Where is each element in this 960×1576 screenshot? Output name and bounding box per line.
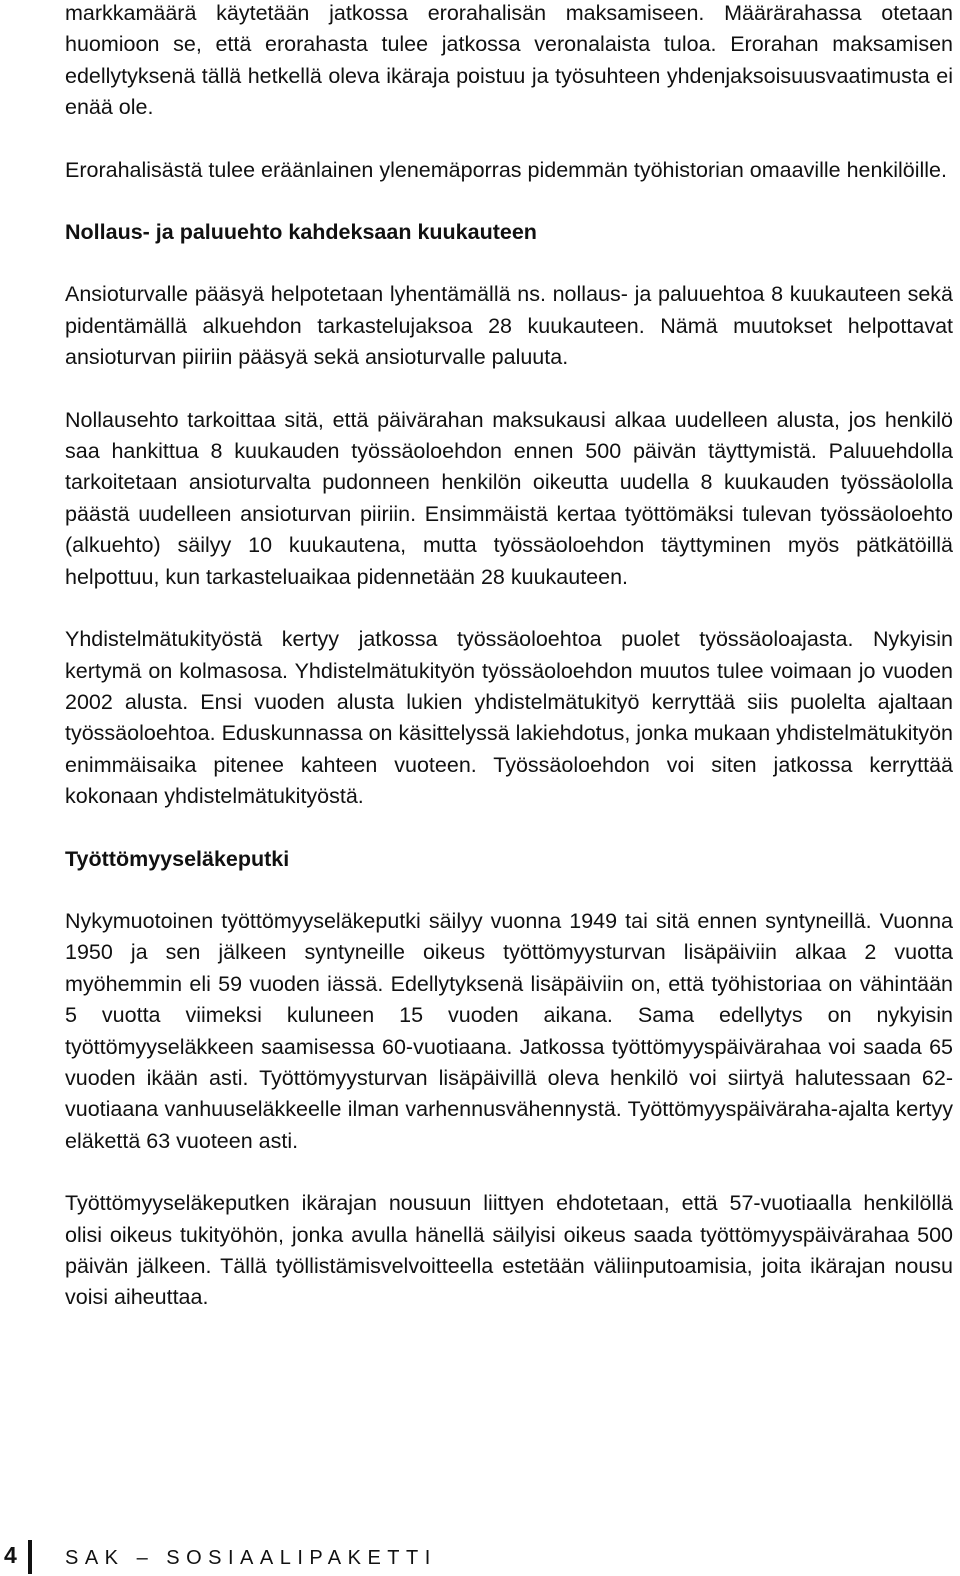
paragraph-yhdistelmatuki: Yhdistelmätukityöstä kertyy jatkossa työssäoloehtoa puolet työssäoloajasta. Nykyisin kertymä on kolmasosa. Yhdistelmätukityön työssäoloehdon muutos tulee voimaan jo vuoden 2002 alusta. Ensi vuoden alusta lukien yhdistelmätukityö kerryttää siis puolelta ajaltaan työssäoloehtoa. Eduskunnassa on käsittelyssä lakiehdotus, jonka mukaan yhdistelmätukityön enimmäisaika pitenee kahteen vuoteen. Työssäoloehdon voi siten jatkossa kerryttää kokonaan yhdistelmätukityöstä. (65, 627, 953, 809)
page-footer (0, 1540, 960, 1574)
running-title: SAK – SOSIAALIPAKETTI (65, 1547, 437, 1569)
footer-divider (28, 1540, 32, 1574)
heading-nollaus-paluuehto: Nollaus- ja paluuehto kahdeksaan kuukauteen (65, 220, 537, 245)
page-number: 4 (4, 1542, 17, 1568)
paragraph-ansioturva-paasy: Ansioturvalle pääsyä helpotetaan lyhentämällä ns. nollaus- ja paluuehtoa 8 kuukauteen sekä pidentämällä alkuehdon tarkastelujaksoa 28 kuukauteen. Nämä muutokset helpottavat ansioturvan piiriin pääsyä sekä ansioturvalle paluuta. (65, 282, 953, 370)
paragraph-elakeputki: Nykymuotoinen työttömyyseläkeputki säilyy vuonna 1949 tai sitä ennen syntyneillä. Vuonna 1950 ja sen jälkeen syntyneille oikeus työttömyysturvan lisäpäiviin alkaa 2 vuotta myöhemmin eli 59 vuoden iässä. Edellytyksenä lisäpäiviin on, että työhistoriaa on vähintään 5 vuotta viimeksi kuluneen 15 vuoden aikana. Sama edellytys on nykyisin työttömyyseläkkeen saamisessa 60-vuotiaana. Jatkossa työttömyyspäivärahaa voi saada 65 vuoden ikään asti. Työttömyysturvan lisäpäivillä oleva henkilö voi siirtyä halutessaan 62-vuotiaana vanhuuseläkkeelle ilman varhennusvähennystä. Työttömyyspäiväraha-ajalta kertyy eläkettä 63 vuoteen asti. (65, 908, 953, 1153)
paragraph-erorahalisa-intro: markkamäärä käytetään jatkossa erorahalisän maksamiseen. Määrärahassa otetaan huomioon se, että erorahasta tulee jatkossa veronalaista tuloa. Erorahan maksamisen edellytyksenä tällä hetkellä oleva ikäraja poistuu ja työsuhteen yhdenjaksoisuusvaatimusta ei enää ole. (65, 1, 953, 120)
document-body (65, 0, 953, 1314)
paragraph-nollausehto: Nollausehto tarkoittaa sitä, että päivärahan maksukausi alkaa uudelleen alusta, jos henkilö saa hankittua 8 kuukauden työssäoloehdon ennen 500 päivän täyttymistä. Paluuehdolla tarkoitetaan ansioturvalta pudonneen henkilön oikeutta uudella 8 kuukauden työssäololla päästä uudelleen ansioturvan piiriin. Ensimmäistä kertaa työttömäksi tulevan työssäoloehto (alkuehto) säilyy 10 kuukautena, mutta työssäoloehdon täyttyminen myös pätkätöillä helpottuu, kun tarkasteluaikaa pidennetään 28 kuukauteen. (65, 407, 953, 589)
heading-tyottomyyselakeputki: Työttömyyseläkeputki (65, 846, 290, 871)
paragraph-ikaraja: Työttömyyseläkeputken ikärajan nousuun liittyen ehdotetaan, että 57-vuotiaalla henkilöllä olisi oikeus tukityöhön, jonka avulla hänellä säilyisi oikeus saada työttömyyspäivärahaa 500 päivän jälkeen. Tällä työllistämisvelvoitteella estetään väliinputoamisia, joita ikärajan nousu voisi aiheuttaa. (65, 1191, 953, 1310)
paragraph-erorahalisa-porras: Erorahalisästä tulee eräänlainen ylenemäporras pidemmän työhistorian omaaville henkilöille. (65, 157, 947, 182)
